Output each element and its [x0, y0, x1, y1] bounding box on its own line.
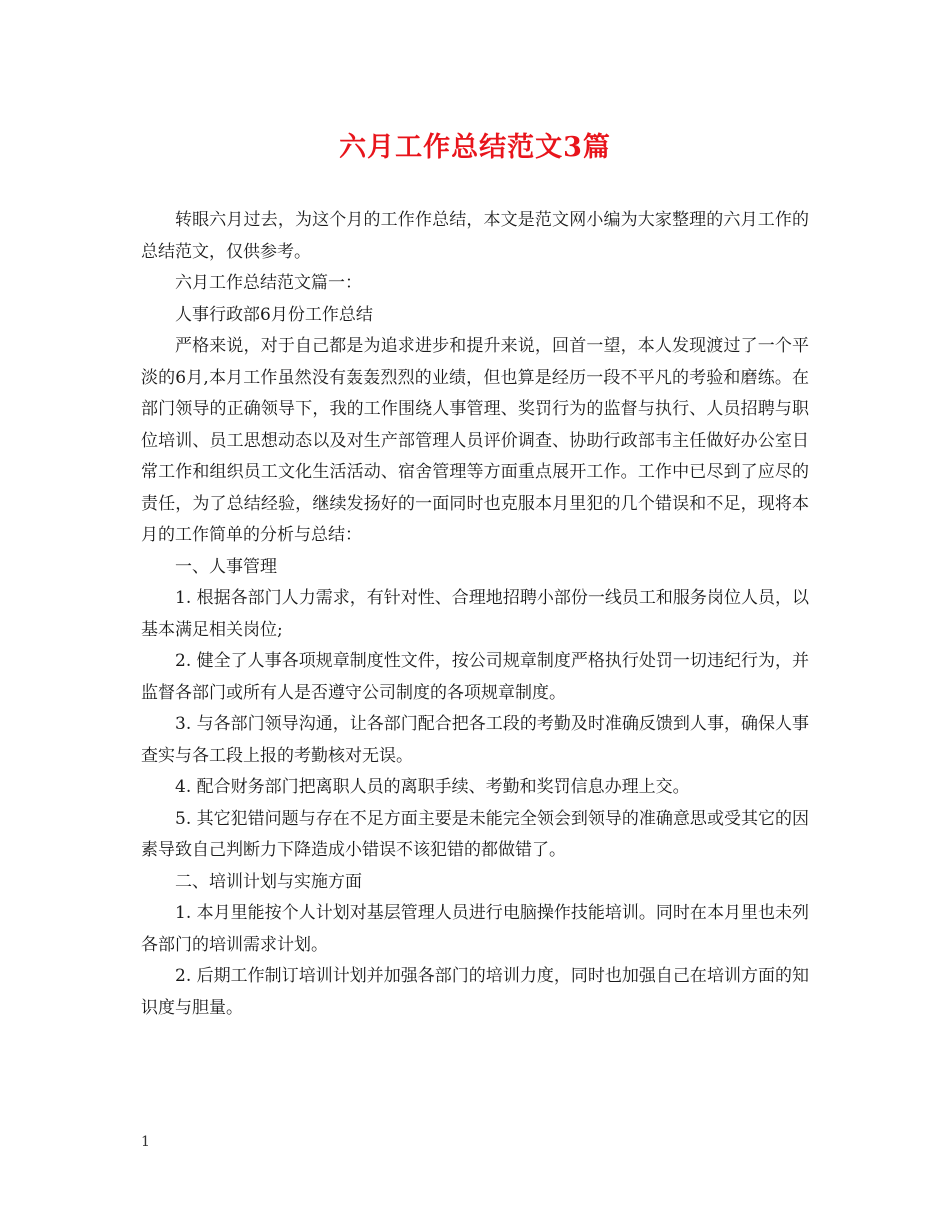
document-body: [141, 205, 809, 1024]
heading-training-plan: 二、培训计划与实施方面: [175, 871, 362, 892]
list-item: 3. 与各部门领导沟通，让各部门配合把各工段的考勤及时准确反馈到人事，确保人事查实与各工段上报的考勤核对无误。: [141, 714, 809, 766]
list-item: 2. 后期工作制订培训计划并加强各部门的培训力度，同时也加强自己在培训方面的知识度与胆量。: [141, 966, 809, 1018]
heading-personnel-management: 一、人事管理: [175, 556, 277, 577]
list-item: 4. 配合财务部门把离职人员的离职手续、考勤和奖罚信息办理上交。: [175, 777, 690, 797]
intro-paragraph: 转眼六月过去，为这个月的工作作总结，本文是范文网小编为大家整理的六月工作的总结范文，仅供参考。: [141, 210, 809, 262]
list-item: 5. 其它犯错问题与存在不足方面主要是未能完全领会到领导的准确意思或受其它的因素导致自己判断力下降造成小错误不该犯错的都做错了。: [141, 808, 809, 860]
list-item: 1. 根据各部门人力需求，有针对性、合理地招聘小部份一线员工和服务岗位人员，以基本满足相关岗位;: [141, 588, 809, 640]
list-item: 1. 本月里能按个人计划对基层管理人员进行电脑操作技能培训。同时在本月里也未列各部门的培训需求计划。: [141, 903, 809, 955]
list-item: 2. 健全了人事各项规章制度性文件，按公司规章制度严格执行处罚一切违纪行为，并监督各部门或所有人是否遵守公司制度的各项规章制度。: [141, 651, 809, 703]
overview-paragraph: 严格来说，对于自己都是为追求进步和提升来说，回首一望，本人发现渡过了一个平淡的6月,本月工作虽然没有轰轰烈烈的业绩，但也算是经历一段不平凡的考验和磨练。在部门领导的正确领导下，我的工作围绕人事管理、奖罚行为的监督与执行、人员招聘与职位培训、员工思想动态以及对生产部管理人员评价调查、协助行政部韦主任做好办公室日常工作和组织员工文化生活活动、宿舍管理等方面重点展开工作。工作中已尽到了应尽的责任，为了总结经验，继续发扬好的一面同时也克服本月里犯的几个错误和不足，现将本月的工作简单的分析与总结：: [141, 336, 809, 545]
page-number: 1: [141, 1134, 150, 1150]
report-subtitle: 人事行政部6月份工作总结: [175, 304, 373, 325]
section-heading-part-one: 六月工作总结范文篇一：: [175, 273, 362, 293]
document-title: 六月工作总结范文3篇: [339, 132, 611, 163]
